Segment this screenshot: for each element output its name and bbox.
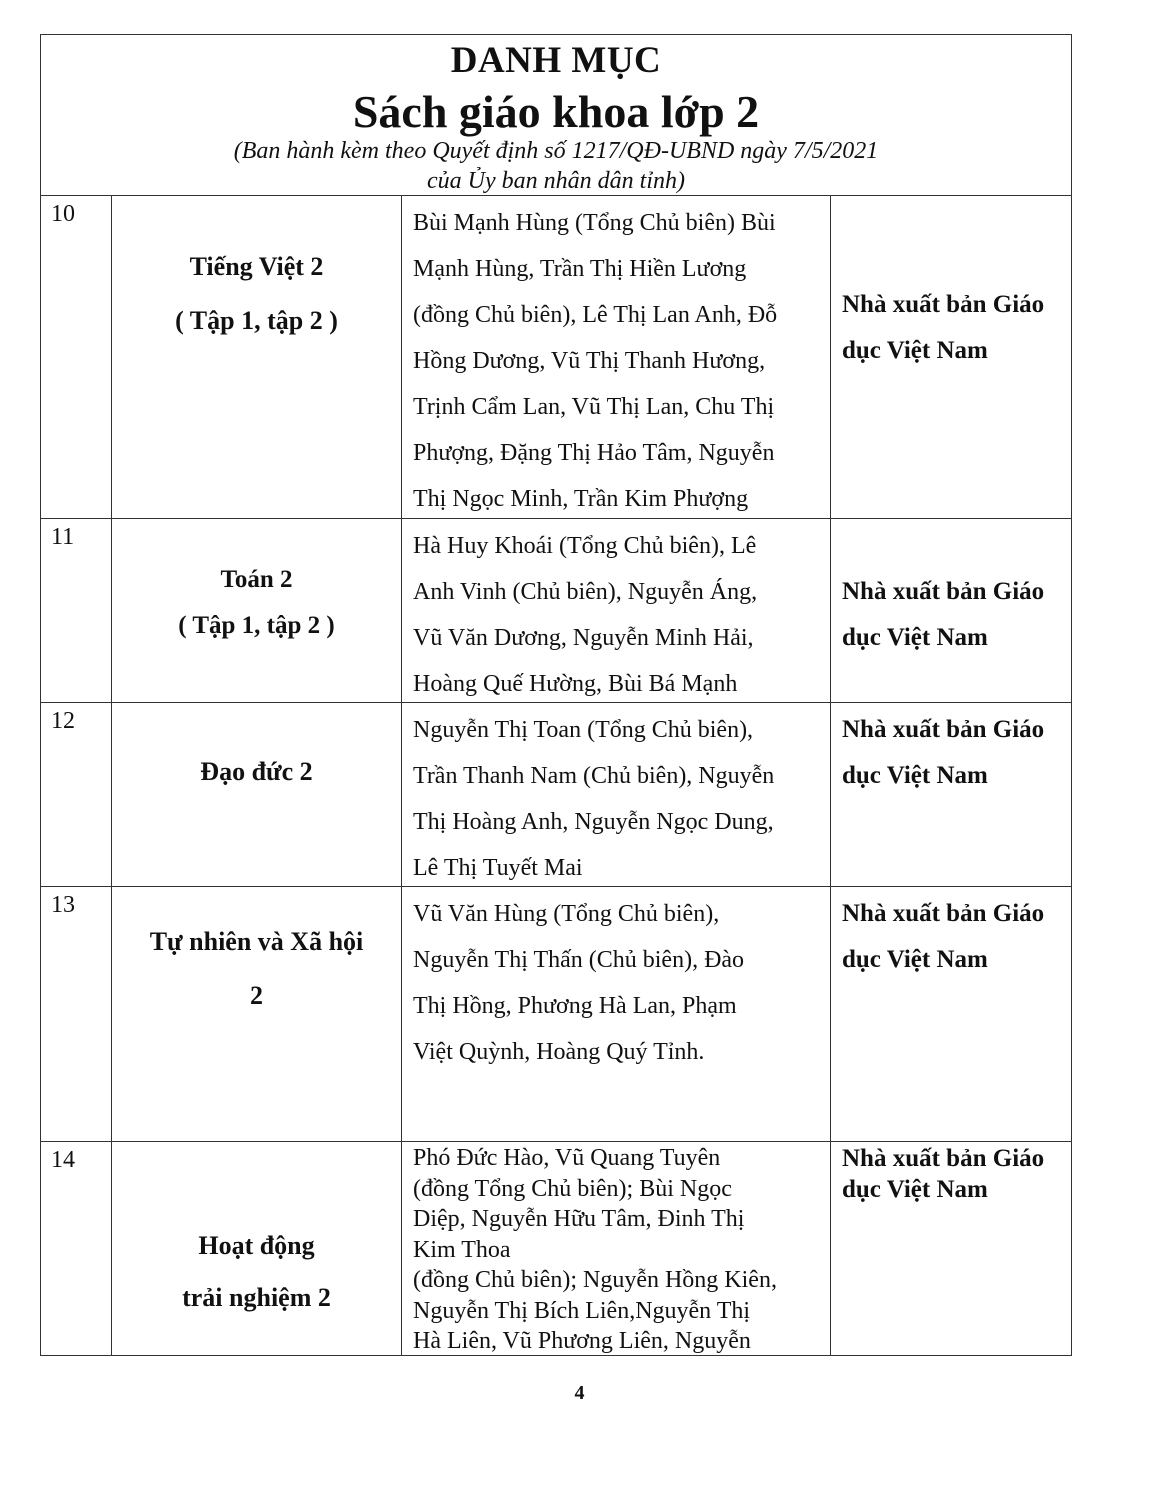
- author-line: Trần Thanh Nam (Chủ biên), Nguyễn: [413, 763, 775, 789]
- publisher-line: dục Việt Nam: [842, 946, 988, 973]
- heading-title: Sách giáo khoa lớp 2: [352, 86, 760, 137]
- author-line: Phó Đức Hào, Vũ Quang Tuyên: [413, 1145, 721, 1171]
- book-title: [112, 887, 402, 1141]
- author-line: Hà Huy Khoái (Tổng Chủ biên), Lê: [413, 533, 757, 559]
- row-number: 14: [41, 1142, 112, 1356]
- book-publisher: [831, 519, 1073, 702]
- author-line: Hồng Dương, Vũ Thị Thanh Hương,: [413, 348, 766, 374]
- table-row: [41, 887, 1071, 1142]
- book-authors: [402, 519, 831, 702]
- author-line: Vũ Văn Dương, Nguyễn Minh Hải,: [413, 625, 754, 651]
- document-header: [41, 35, 1071, 196]
- author-line: Nguyễn Thị Bích Liên,Nguyễn Thị: [413, 1297, 751, 1324]
- author-line: (đồng Chủ biên); Nguyễn Hồng Kiên,: [413, 1267, 777, 1293]
- row-number: 12: [41, 703, 112, 886]
- table-row: [41, 703, 1071, 887]
- catalog-frame: [40, 34, 1072, 1356]
- publisher-line: Nhà xuất bản Giáo: [842, 900, 1045, 927]
- book-authors: [402, 703, 831, 886]
- author-line: Diệp, Nguyễn Hữu Tâm, Đinh Thị: [413, 1206, 745, 1232]
- book-title-line: Hoạt động: [198, 1231, 315, 1260]
- publisher-line: dục Việt Nam: [842, 1176, 988, 1203]
- book-title-line: Toán 2: [220, 566, 293, 593]
- book-title: [112, 519, 402, 702]
- author-line: Mạnh Hùng, Trần Thị Hiền Lương: [413, 256, 747, 282]
- book-title-line: trải nghiệm 2: [182, 1283, 331, 1312]
- author-line: Thị Ngọc Minh, Trần Kim Phượng: [413, 486, 749, 512]
- author-line: Vũ Văn Hùng (Tổng Chủ biên),: [413, 901, 720, 927]
- author-line: Việt Quỳnh, Hoàng Quý Tỉnh.: [413, 1039, 705, 1065]
- row-number: 13: [41, 887, 112, 1141]
- table-row: [41, 196, 1071, 519]
- heading-catalog: DANH MỤC: [450, 40, 662, 81]
- book-authors: [402, 1142, 831, 1356]
- book-title-line: Tự nhiên và Xã hội: [149, 927, 364, 956]
- book-title-line: Đạo đức 2: [200, 757, 313, 786]
- publisher-line: dục Việt Nam: [842, 762, 988, 789]
- table-row: [41, 1142, 1071, 1356]
- publisher-line: dục Việt Nam: [842, 337, 988, 364]
- author-line: Thị Hoàng Anh, Nguyễn Ngọc Dung,: [413, 809, 774, 835]
- book-title-line: ( Tập 1, tập 2 ): [175, 306, 338, 335]
- book-publisher: [831, 1142, 1073, 1356]
- book-title: [112, 196, 402, 518]
- heading-decision: (Ban hành kèm theo Quyết định số 1217/QĐ-UBND ngày 7/5/2021: [233, 138, 879, 164]
- author-line: Nguyễn Thị Toan (Tổng Chủ biên),: [413, 717, 754, 743]
- author-line: Hà Liên, Vũ Phương Liên, Nguyễn: [413, 1328, 751, 1354]
- author-line: Thị Hồng, Phương Hà Lan, Phạm: [413, 993, 737, 1019]
- book-authors: [402, 887, 831, 1141]
- author-line: Hoàng Quế Hường, Bùi Bá Mạnh: [413, 671, 738, 697]
- author-line: Lê Thị Tuyết Mai: [413, 855, 583, 881]
- author-line: Phượng, Đặng Thị Hảo Tâm, Nguyễn: [413, 440, 775, 466]
- author-line: Kim Thoa: [413, 1236, 511, 1263]
- row-number: 10: [41, 196, 112, 518]
- heading-issuer: của Ủy ban nhân dân tỉnh): [427, 168, 685, 194]
- book-title-line: ( Tập 1, tập 2 ): [178, 612, 335, 639]
- row-number: 11: [41, 519, 112, 702]
- publisher-line: Nhà xuất bản Giáo: [842, 578, 1045, 605]
- page-number: 4: [574, 1382, 585, 1404]
- publisher-line: Nhà xuất bản Giáo: [842, 291, 1045, 318]
- book-authors: [402, 196, 831, 518]
- book-publisher: [831, 887, 1073, 1141]
- book-publisher: [831, 703, 1073, 886]
- table-row: [41, 519, 1071, 703]
- publisher-line: Nhà xuất bản Giáo: [842, 1145, 1045, 1172]
- author-line: (đồng Chủ biên), Lê Thị Lan Anh, Đỗ: [413, 302, 778, 328]
- book-publisher: [831, 196, 1073, 518]
- book-title-line: Tiếng Việt 2: [189, 252, 324, 281]
- publisher-line: Nhà xuất bản Giáo: [842, 716, 1045, 743]
- author-line: (đồng Tổng Chủ biên); Bùi Ngọc: [413, 1175, 732, 1202]
- author-line: Bùi Mạnh Hùng (Tổng Chủ biên) Bùi: [413, 210, 776, 236]
- author-line: Trịnh Cẩm Lan, Vũ Thị Lan, Chu Thị: [413, 394, 775, 420]
- author-line: Nguyễn Thị Thấn (Chủ biên), Đào: [413, 947, 745, 973]
- book-title: [112, 1142, 402, 1356]
- book-title-line: 2: [250, 981, 263, 1010]
- author-line: Anh Vinh (Chủ biên), Nguyễn Áng,: [413, 579, 758, 605]
- publisher-line: dục Việt Nam: [842, 624, 988, 651]
- book-title: [112, 703, 402, 886]
